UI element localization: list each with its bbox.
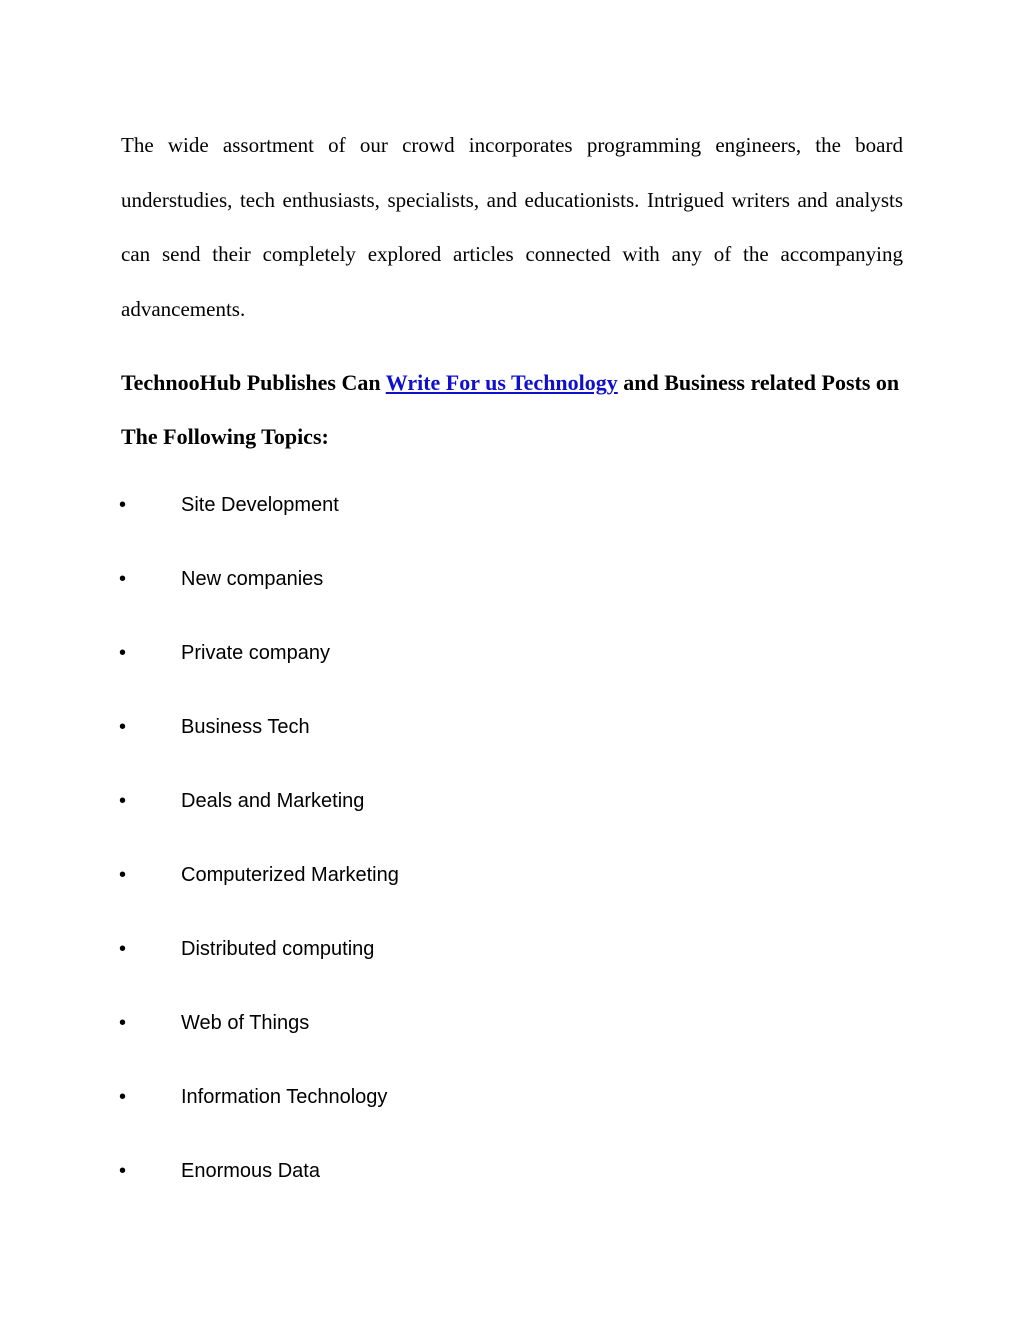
topic-label: Enormous Data [181,1160,320,1182]
bullet-icon: • [119,716,127,738]
bullet-icon: • [119,494,127,516]
list-item [0,1082,1024,1112]
topic-label: Site Development [181,494,339,516]
bullet-icon: • [119,1086,127,1108]
list-item [0,860,1024,890]
topics-heading [121,356,921,464]
list-item [0,934,1024,964]
write-for-us-link[interactable]: Write For us Technology [385,370,618,395]
bullet-icon: • [119,864,127,886]
list-item [0,712,1024,742]
list-item [0,786,1024,816]
topic-label: Web of Things [181,1012,310,1034]
topic-label: Distributed computing [181,938,375,960]
bullet-icon: • [119,1160,127,1182]
list-item [0,564,1024,594]
bullet-icon: • [119,642,127,664]
topic-label: Private company [181,642,330,664]
intro-paragraph: The wide assortment of our crowd incorporates programming engineers, the board understudies, tech enthusiasts, specialists, and educationists. Intrigued writers and analysts can send their completely explored articles connected with any of the accompanying advancements. [121,133,903,321]
list-item [0,1008,1024,1038]
heading-suffix: and Business related Posts on The Following Topics: [121,370,900,449]
list-item [0,638,1024,668]
bullet-icon: • [119,1012,127,1034]
topic-label: Information Technology [181,1086,388,1108]
bullet-icon: • [119,568,127,590]
list-item [0,490,1024,520]
bullet-icon: • [119,938,127,960]
list-item [0,1156,1024,1186]
bullet-icon: • [119,790,127,812]
topic-label: Deals and Marketing [181,790,365,812]
topic-label: Computerized Marketing [181,864,399,886]
topic-label: Business Tech [181,716,310,738]
heading-prefix: TechnooHub Publishes Can [121,370,381,395]
topic-label: New companies [181,568,324,590]
